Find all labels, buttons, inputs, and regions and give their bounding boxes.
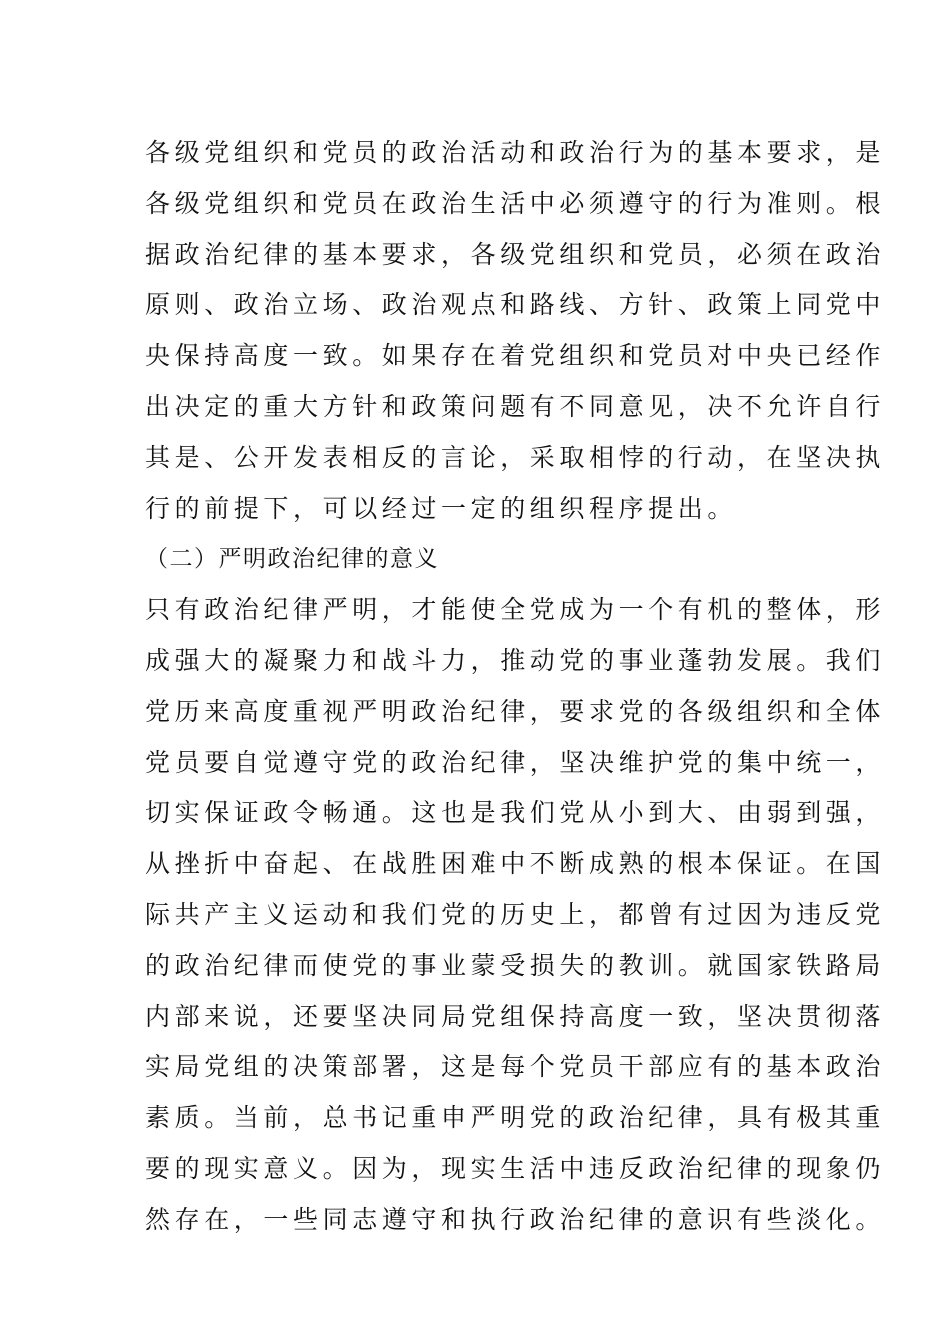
text-line: 素质。当前，总书记重申严明党的政治纪律，具有极其重 [145, 1103, 886, 1133]
text-line: 央保持高度一致。如果存在着党组织和党员对中央已经作 [145, 341, 886, 371]
document-body [145, 128, 886, 1246]
text-line: 际共产主义运动和我们党的历史上，都曾有过因为违反党 [145, 899, 886, 929]
text-line: 其是、公开发表相反的言论，采取相悖的行动，在坚决执 [145, 442, 886, 472]
text-line: 行的前提下，可以经过一定的组织程序提出。 [145, 493, 738, 523]
text-line: 实局党组的决策部署，这是每个党员干部应有的基本政治 [145, 1052, 886, 1082]
text-line: 据政治纪律的基本要求，各级党组织和党员，必须在政治 [145, 239, 886, 269]
text-line: 出决定的重大方针和政策问题有不同意见，决不允许自行 [145, 391, 886, 421]
text-line: 只有政治纪律严明，才能使全党成为一个有机的整体，形 [145, 595, 886, 625]
text-line: 党历来高度重视严明政治纪律，要求党的各级组织和全体 [145, 696, 886, 726]
text-line: 内部来说，还要坚决同局党组保持高度一致，坚决贯彻落 [145, 1001, 886, 1031]
paragraph-political-discipline-definition [145, 128, 886, 534]
section-heading: （二）严明政治纪律的意义 [145, 546, 439, 573]
text-line: 成强大的凝聚力和战斗力，推动党的事业蓬勃发展。我们 [145, 645, 886, 675]
text-line: 切实保证政令畅通。这也是我们党从小到大、由弱到强， [145, 798, 886, 828]
text-line: 然存在，一些同志遵守和执行政治纪律的意识有些淡化。 [145, 1204, 886, 1234]
text-line: 党员要自觉遵守党的政治纪律，坚决维护党的集中统一， [145, 747, 886, 777]
text-line: 原则、政治立场、政治观点和路线、方针、政策上同党中 [145, 290, 886, 320]
text-line: 要的现实意义。因为，现实生活中违反政治纪律的现象仍 [145, 1153, 886, 1183]
paragraph-significance [145, 585, 886, 1245]
text-line: 从挫折中奋起、在战胜困难中不断成熟的根本保证。在国 [145, 849, 886, 879]
text-line: 各级党组织和党员在政治生活中必须遵守的行为准则。根 [145, 188, 886, 218]
text-line: 各级党组织和党员的政治活动和政治行为的基本要求，是 [145, 138, 886, 167]
text-line: 的政治纪律而使党的事业蒙受损失的教训。就国家铁路局 [145, 950, 886, 980]
